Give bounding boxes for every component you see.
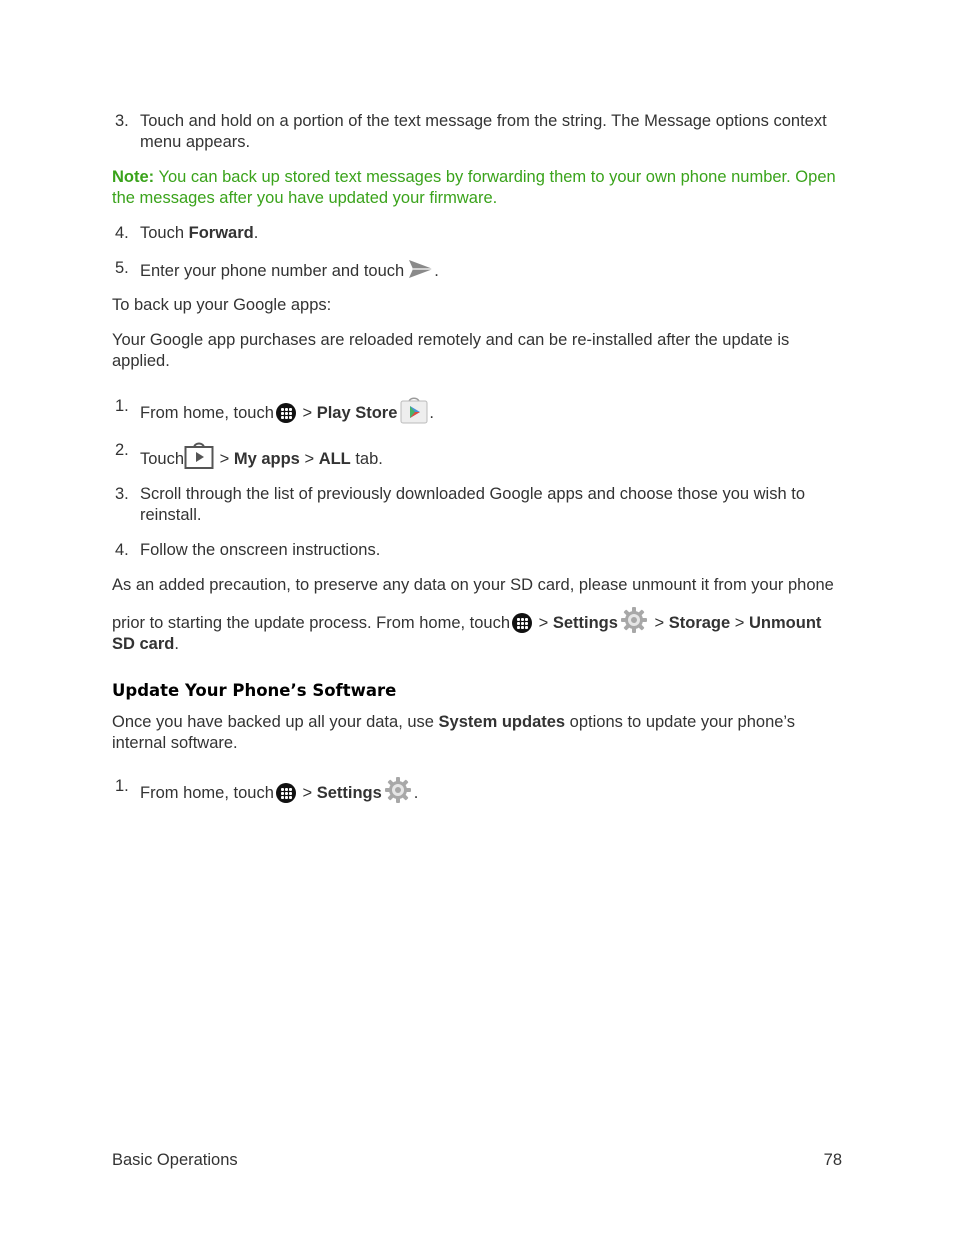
- step-text: Enter your phone number and touch: [140, 262, 405, 280]
- google-paragraph: Your Google app purchases are reloaded remotely and can be re-installed after the update is applied.: [112, 331, 790, 370]
- section-heading: Update Your Phone’s Software: [112, 681, 397, 700]
- home-apps-icon: [276, 783, 296, 803]
- google-step-my-apps: [112, 440, 842, 470]
- sd-line-1: As an added precaution, to preserve any data on your SD card, please unmount it from your phone: [112, 576, 834, 594]
- step-text: From home, touch: [140, 404, 274, 422]
- step-text-end: .: [434, 262, 439, 280]
- update-text-end: options to update your phone’s internal software.: [112, 713, 796, 752]
- storage-label: Storage: [668, 614, 731, 632]
- separator: >: [534, 614, 553, 632]
- google-step-scroll: [112, 484, 842, 526]
- settings-label: Settings: [316, 784, 382, 802]
- step-text: Touch and hold on a portion of the text message from the string. The Message options context menu appears.: [140, 112, 827, 151]
- step-text: From home, touch: [140, 784, 274, 802]
- note-paragraph: [112, 167, 842, 209]
- step-text-end: .: [253, 224, 259, 242]
- sd-card-paragraph: [112, 575, 842, 655]
- step-forward: [112, 223, 842, 244]
- step-number: 5.: [115, 259, 129, 277]
- step-text: Touch: [140, 224, 189, 242]
- home-apps-icon: [276, 403, 296, 423]
- step-text: Scroll through the list of previously downloaded Google apps and choose those you wish to reinstall.: [140, 485, 805, 524]
- send-icon: [408, 258, 434, 282]
- forward-label: Forward: [188, 224, 254, 242]
- note-text: You can back up stored text messages by forwarding them to your own phone number. Open the messages after you have updated your firmware.: [112, 168, 836, 207]
- step-number: 1.: [115, 397, 129, 415]
- page-number: 78: [823, 1151, 842, 1169]
- page-footer: [112, 1150, 842, 1171]
- google-step-follow: [112, 540, 842, 561]
- play-store-icon: [399, 396, 429, 424]
- step-number: 4.: [115, 224, 129, 242]
- separator: >: [297, 784, 317, 802]
- shopping-bag-play-icon: [184, 440, 214, 470]
- step-text-end: .: [429, 404, 435, 422]
- step-number: 1.: [115, 777, 129, 795]
- step-text-end: .: [413, 784, 419, 802]
- step-text: Follow the onscreen instructions.: [140, 541, 381, 559]
- document-page: [112, 111, 842, 804]
- update-text: Once you have backed up all your data, use: [112, 713, 439, 731]
- step-number: 4.: [115, 541, 129, 559]
- unmount-sd-label: Unmount SD card: [112, 614, 822, 653]
- update-step-settings: [112, 776, 842, 804]
- system-updates-label: System updates: [438, 713, 566, 731]
- separator: >: [730, 614, 749, 632]
- settings-gear-icon: [620, 606, 648, 634]
- google-intro: To back up your Google apps:: [112, 296, 332, 314]
- note-label: Note:: [112, 168, 155, 186]
- separator: >: [215, 450, 234, 468]
- separator: >: [299, 450, 319, 468]
- step-number: 2.: [115, 441, 129, 459]
- home-apps-icon: [512, 613, 532, 633]
- my-apps-label: My apps: [233, 450, 300, 468]
- step-number: 3.: [115, 485, 129, 503]
- footer-section-title: Basic Operations: [112, 1151, 238, 1169]
- all-tab-label: ALL: [318, 450, 351, 468]
- step-text-end: tab.: [350, 450, 383, 468]
- sd-line-2: [112, 606, 842, 655]
- step-text: Touch: [140, 450, 185, 468]
- play-store-label: Play Store: [316, 404, 398, 422]
- separator: >: [649, 614, 669, 632]
- separator: >: [297, 404, 317, 422]
- update-paragraph: [112, 712, 842, 754]
- step-send: [112, 258, 842, 282]
- step-number: 3.: [115, 112, 129, 130]
- sd-text: prior to starting the update process. From home, touch: [112, 614, 511, 632]
- settings-gear-icon: [384, 776, 412, 804]
- settings-label: Settings: [552, 614, 618, 632]
- step-touch-hold: [112, 111, 842, 153]
- google-step-play-store: [112, 396, 842, 424]
- sd-text-end: .: [174, 635, 179, 653]
